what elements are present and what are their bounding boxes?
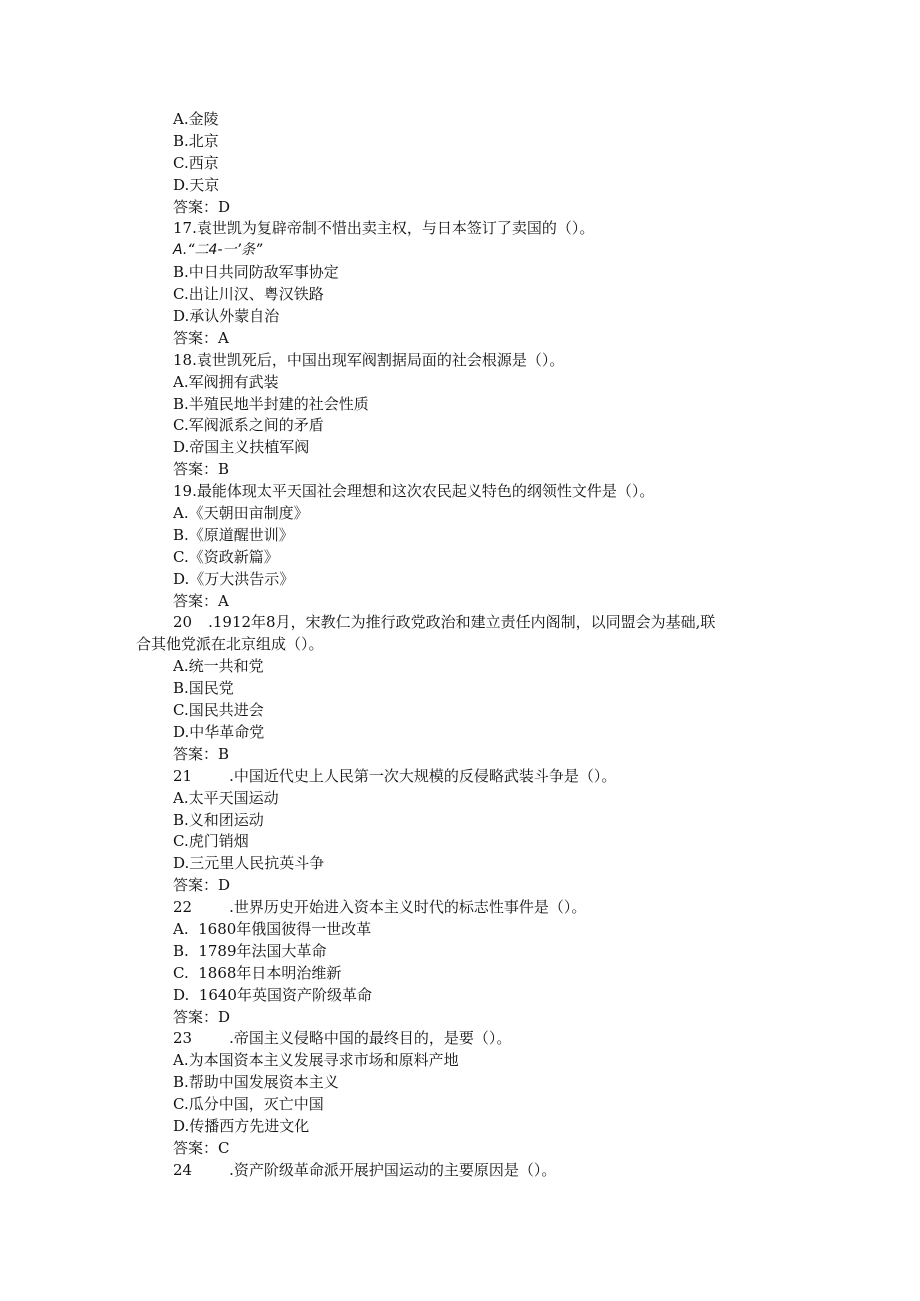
option-b: B.帮助中国发展资本主义 <box>173 1073 339 1092</box>
option-b: B.国民党 <box>173 679 234 698</box>
option-c: C.《资政新篇》 <box>173 547 279 566</box>
answer: 答案：D <box>173 876 231 895</box>
option-a: A.统一共和党 <box>173 657 264 676</box>
option-b: B.北京 <box>173 131 219 150</box>
question-text: .1912年8月，宋教仁为推行政党政治和建立责任内阁制，以同盟会为基础,联 <box>208 613 716 632</box>
question-21 <box>136 766 786 788</box>
option-d: D.中华革命党 <box>173 722 265 741</box>
option-c: C.国民共进会 <box>173 701 264 720</box>
option-a: A. 1680年俄国彼得一世改革 <box>173 919 372 938</box>
option-a: A.为本国资本主义发展寻求市场和原料产地 <box>173 1051 459 1070</box>
option-b: B.半殖民地半封建的社会性质 <box>173 394 369 413</box>
question-19: 19.最能体现太平天国社会理想和这次农民起义特色的纲领性文件是（）。 <box>173 482 655 501</box>
answer: 答案：C <box>173 1138 230 1157</box>
answer: 答案：A <box>173 591 229 610</box>
question-text: .世界历史开始进入资本主义时代的标志性事件是（）。 <box>229 898 587 917</box>
question-number: 24 <box>173 1160 193 1179</box>
option-d: D.承认外蒙自治 <box>173 307 280 326</box>
question-20 <box>136 612 786 634</box>
question-23 <box>136 1028 786 1050</box>
question-list <box>136 109 786 1182</box>
option-d: D.《万大洪告示》 <box>173 569 295 588</box>
option-a: A.金陵 <box>173 110 219 128</box>
option-b: B.义和团运动 <box>173 810 264 829</box>
question-number: 22 <box>173 898 193 917</box>
answer: 答案：B <box>173 744 230 763</box>
question-text: .资产阶级革命派开展护国运动的主要原因是（）。 <box>229 1160 557 1179</box>
question-number: 23 <box>173 1029 193 1048</box>
option-d: D.三元里人民抗英斗争 <box>173 854 325 873</box>
option-a: A.“二4-一’条” <box>173 242 263 259</box>
option-c: C. 1868年日本明治维新 <box>173 963 342 982</box>
question-24 <box>136 1160 786 1182</box>
option-a: A.太平天国运动 <box>173 788 279 807</box>
option-c: C.西京 <box>173 153 219 172</box>
question-20-continued: 合其他党派在北京组成（）。 <box>136 635 324 654</box>
question-18: 18.袁世凯死后，中国出现军阀割据局面的社会根源是（）。 <box>173 350 565 369</box>
option-d: D. 1640年英国资产阶级革命 <box>173 985 372 1004</box>
question-number: 21 <box>173 766 193 785</box>
question-17: 17.袁世凯为复辟帝制不惜出卖主权，与日本签订了卖国的（）。 <box>173 219 595 238</box>
question-text: .帝国主义侵略中国的最终目的，是要（）。 <box>229 1029 512 1048</box>
option-c: C.虎门销烟 <box>173 832 249 851</box>
option-b: B.《原道醒世训》 <box>173 525 294 544</box>
option-c: C.出让川汉、粤汉铁路 <box>173 285 324 304</box>
option-d: D.传播西方先进文化 <box>173 1116 310 1135</box>
option-a: A.军阀拥有武装 <box>173 372 279 391</box>
answer: 答案：D <box>173 197 231 216</box>
option-b: B.中日共同防敌军事协定 <box>173 263 339 282</box>
option-b: B. 1789年法国大革命 <box>173 941 327 960</box>
option-a: A.《天朝田亩制度》 <box>173 504 309 523</box>
option-d: D.帝国主义扶植军阀 <box>173 438 310 457</box>
option-c: C.瓜分中国，灭亡中国 <box>173 1095 324 1114</box>
answer: 答案：B <box>173 460 230 479</box>
question-22 <box>136 897 786 919</box>
question-number: 20 <box>173 613 193 632</box>
option-d: D.天京 <box>173 175 220 194</box>
answer: 答案：A <box>173 328 229 347</box>
option-c: C.军阀派系之间的矛盾 <box>173 416 324 435</box>
question-text: .中国近代史上人民第一次大规模的反侵略武装斗争是（）。 <box>229 766 617 785</box>
answer: 答案：D <box>173 1007 231 1026</box>
